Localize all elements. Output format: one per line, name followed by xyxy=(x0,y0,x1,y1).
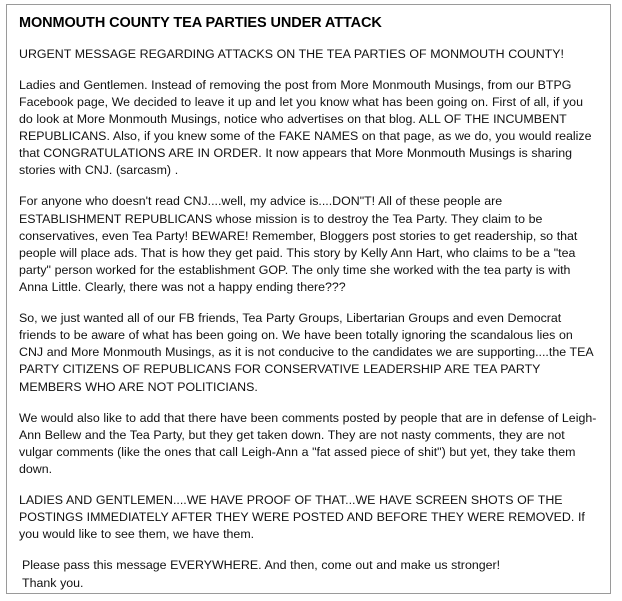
paragraph-urgent-message: URGENT MESSAGE REGARDING ATTACKS ON THE TEA PARTIES OF MONMOUTH COUNTY! xyxy=(19,46,564,61)
paragraph-comments-taken-down: We would also like to add that there have been comments posted by people that are in defense of Leigh-Ann Bellew and the Tea Party, but they get taken down. They are not nasty comments, they are not vulgar comments (like the ones that call Leigh-Ann a "fat assed piece of shit") but yet, they take them down. xyxy=(19,410,597,476)
paragraph-cnj-advice: For anyone who doesn't read CNJ....well, my advice is....DON"T! All of these people are ESTABLISHMENT REPUBLICANS whose mission is to destroy the Tea Party. They claim to be conservatives, even Tea Party! BEWARE! Remember, Bloggers post stories to get readership, so that people will place ads. That is how they get paid. This story by Kelly Ann Hart, who claims to be a "tea party" person worked for the establishment GOP. The only time she worked with the tea party is with Anna Little. Clearly, there was not a happy ending there??? xyxy=(19,194,578,294)
page-title: MONMOUTH COUNTY TEA PARTIES UNDER ATTACK xyxy=(19,15,382,31)
paragraph-ladies-and-gentlemen: Ladies and Gentlemen. Instead of removing the post from More Monmouth Musings, from our BTPG Facebook page, We decided to leave it up and let you know what has been going on. First of all, if you do look at More Monmouth Musings, notice who advertises on that blog. ALL OF THE INCUMBENT REPUBLICANS. Also, if you knew some of the FAKE NAMES on that page, as we do, you would realize that CONGRATULATIONS ARE IN ORDER. It now appears that More Monmouth Musings is sharing stories with CNJ. (sarcasm) . xyxy=(19,77,592,178)
paragraph-pass-message: Please pass this message EVERYWHERE. And then, come out and make us stronger! xyxy=(22,558,501,573)
paragraph-fb-friends: So, we just wanted all of our FB friends, Tea Party Groups, Libertarian Groups and even Democrat friends to be aware of what has been going on. We have been totally ignoring the scandalous lies on CNJ and More Monmouth Musings, as it is not conducive to the candidates we are supporting....the TEA PARTY CITIZENS OF REPUBLICANS FOR CONSERVATIVE LEADERSHIP ARE TEA PARTY MEMBERS WHO ARE NOT POLITICIANS. xyxy=(19,311,593,394)
document-body xyxy=(6,4,611,594)
paragraph-thank-you: Thank you. xyxy=(22,575,84,590)
paragraph-proof-screen-shots: LADIES AND GENTLEMEN....WE HAVE PROOF OF THAT...WE HAVE SCREEN SHOTS OF THE POSTINGS IMMEDIATELY AFTER THEY WERE POSTED AND BEFORE THEY WERE REMOVED. If you would like to see them, we have them. xyxy=(19,493,585,542)
